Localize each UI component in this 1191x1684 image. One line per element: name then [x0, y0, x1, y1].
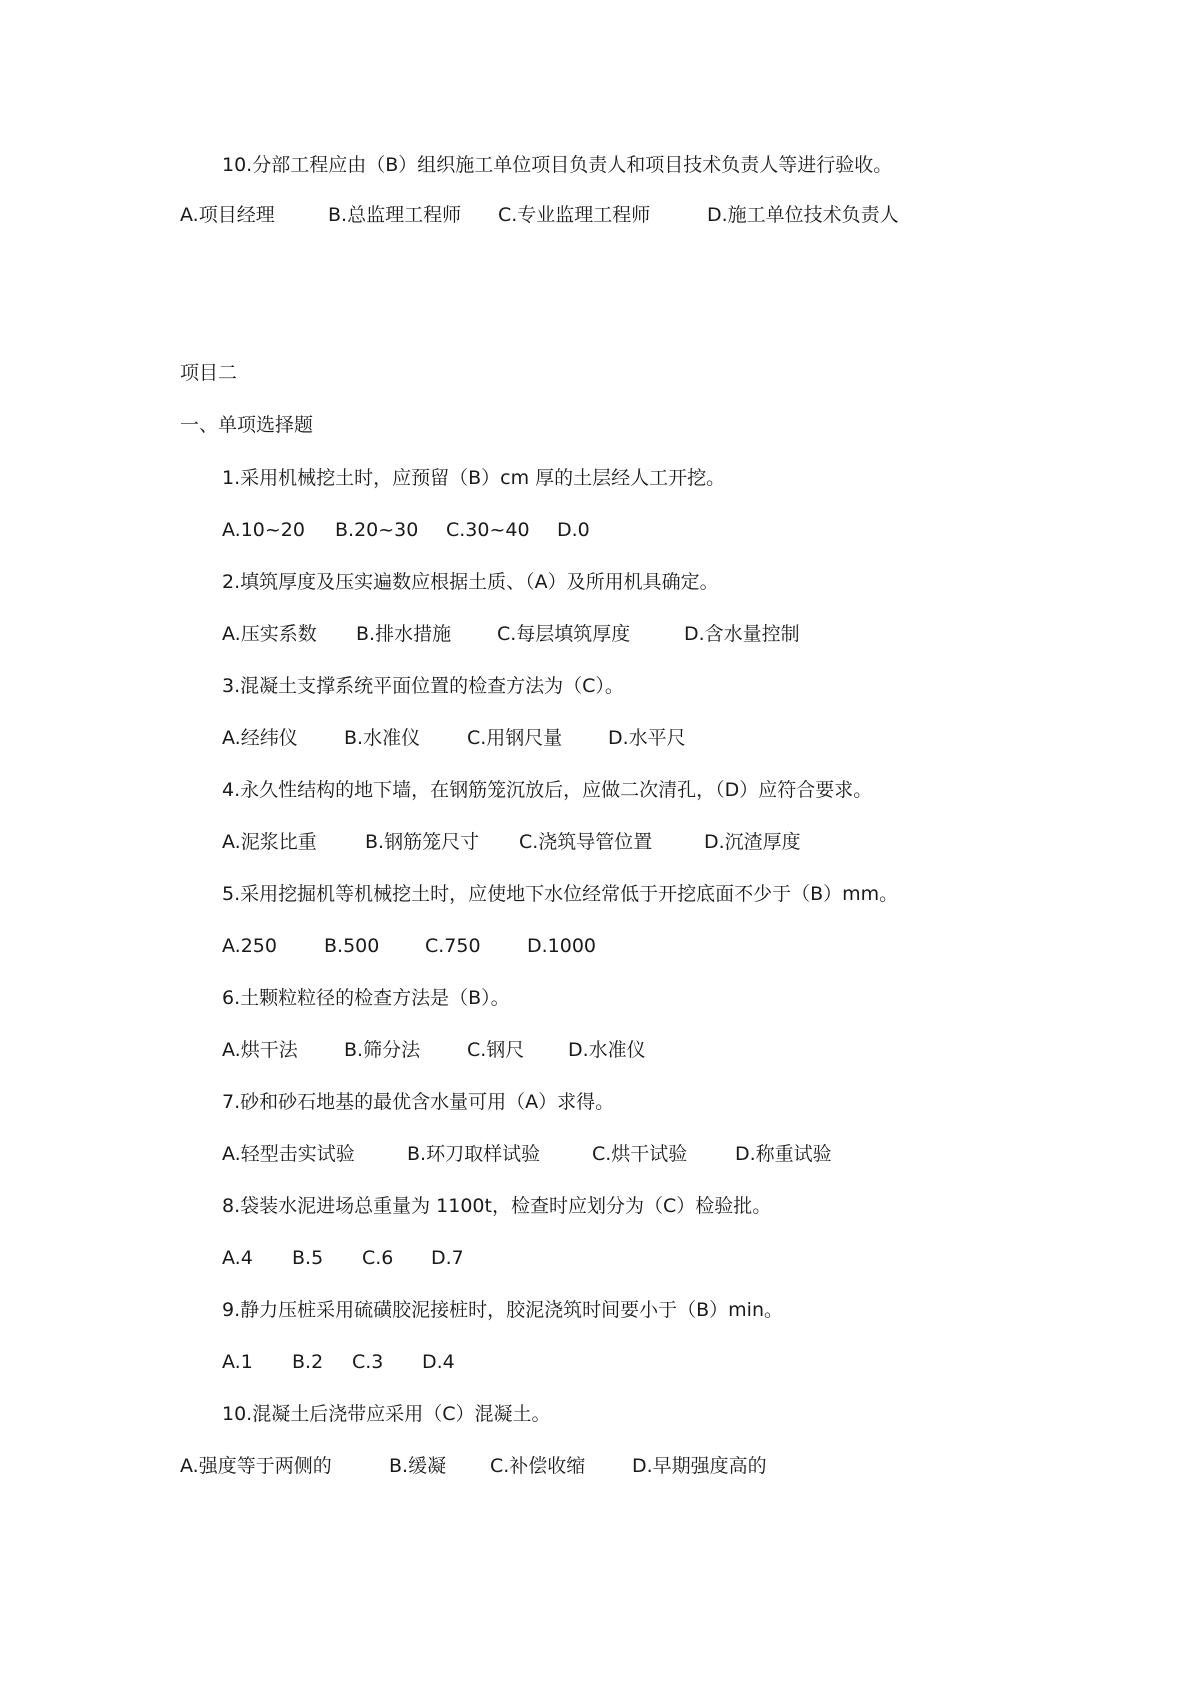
option-a: A.泥浆比重 — [222, 831, 317, 853]
option-d: D.沉渣厚度 — [704, 831, 801, 853]
option-c: C.浇筑导管位置 — [519, 831, 653, 853]
option-c: C.用钢尺量 — [467, 727, 563, 749]
section-heading: 一、单项选择题 — [180, 414, 314, 436]
option-c: C.6 — [362, 1247, 394, 1269]
option-d: D.水平尺 — [608, 727, 686, 749]
option-b: B.2 — [292, 1351, 324, 1373]
option-a: A.1 — [222, 1351, 253, 1373]
option-d: D.7 — [431, 1247, 464, 1269]
option-d: D.早期强度高的 — [632, 1455, 767, 1477]
option-a: A.250 — [222, 935, 277, 957]
question-text: 5.采用挖掘机等机械挖土时，应使地下水位经常低于开挖底面不少于（B）mm。 — [222, 883, 899, 905]
option-d: D.施工单位技术负责人 — [707, 204, 899, 226]
option-b: B.500 — [324, 935, 380, 957]
option-d: D.水准仪 — [568, 1039, 646, 1061]
option-a: A.强度等于两侧的 — [180, 1455, 332, 1477]
option-c: C.750 — [425, 935, 481, 957]
option-c: C.烘干试验 — [592, 1143, 688, 1165]
option-b: B.筛分法 — [344, 1039, 421, 1061]
option-a: A.压实系数 — [222, 623, 317, 645]
question-text: 10.混凝土后浇带应采用（C）混凝土。 — [222, 1403, 551, 1425]
option-b: B.排水措施 — [356, 623, 452, 645]
option-a: A.经纬仪 — [222, 727, 298, 749]
option-c: C.补偿收缩 — [490, 1455, 586, 1477]
option-a: A.项目经理 — [180, 204, 275, 226]
option-d: D.0 — [557, 519, 590, 541]
option-d: D.含水量控制 — [684, 623, 800, 645]
option-c: C.专业监理工程师 — [498, 204, 651, 226]
option-a: A.4 — [222, 1247, 253, 1269]
option-b: B.水准仪 — [344, 727, 421, 749]
question-text: 1.采用机械挖土时，应预留（B）cm 厚的土层经人工开挖。 — [222, 467, 726, 489]
option-b: B.5 — [292, 1247, 324, 1269]
option-d: D.1000 — [527, 935, 597, 957]
question-text: 6.土颗粒粒径的检查方法是（B）。 — [222, 987, 510, 1009]
option-c: C.30~40 — [446, 519, 530, 541]
option-c: C.3 — [352, 1351, 384, 1373]
question-text: 3.混凝土支撑系统平面位置的检查方法为（C）。 — [222, 675, 624, 697]
question-text: 10.分部工程应由（B）组织施工单位项目负责人和项目技术负责人等进行验收。 — [222, 154, 893, 176]
option-a: A.轻型击实试验 — [222, 1143, 355, 1165]
option-b: B.环刀取样试验 — [407, 1143, 541, 1165]
question-text: 4.永久性结构的地下墙，在钢筋笼沉放后，应做二次清孔，（D）应符合要求。 — [222, 779, 873, 801]
option-b: B.缓凝 — [389, 1455, 447, 1477]
option-d: D.称重试验 — [735, 1143, 832, 1165]
option-a: A.烘干法 — [222, 1039, 298, 1061]
question-text: 7.砂和砂石地基的最优含水量可用（A）求得。 — [222, 1091, 615, 1113]
option-d: D.4 — [422, 1351, 455, 1373]
option-c: C.钢尺 — [467, 1039, 525, 1061]
question-text: 9.静力压桩采用硫磺胶泥接桩时，胶泥浇筑时间要小于（B）min。 — [222, 1299, 783, 1321]
option-b: B.钢筋笼尺寸 — [365, 831, 480, 853]
question-text: 8.袋装水泥进场总重量为 1100t，检查时应划分为（C）检验批。 — [222, 1195, 772, 1217]
option-c: C.每层填筑厚度 — [497, 623, 631, 645]
project-title: 项目二 — [180, 362, 238, 384]
option-b: B.20~30 — [335, 519, 419, 541]
question-text: 2.填筑厚度及压实遍数应根据土质、（A）及所用机具确定。 — [222, 571, 719, 593]
option-b: B.总监理工程师 — [328, 204, 462, 226]
option-a: A.10~20 — [222, 519, 305, 541]
